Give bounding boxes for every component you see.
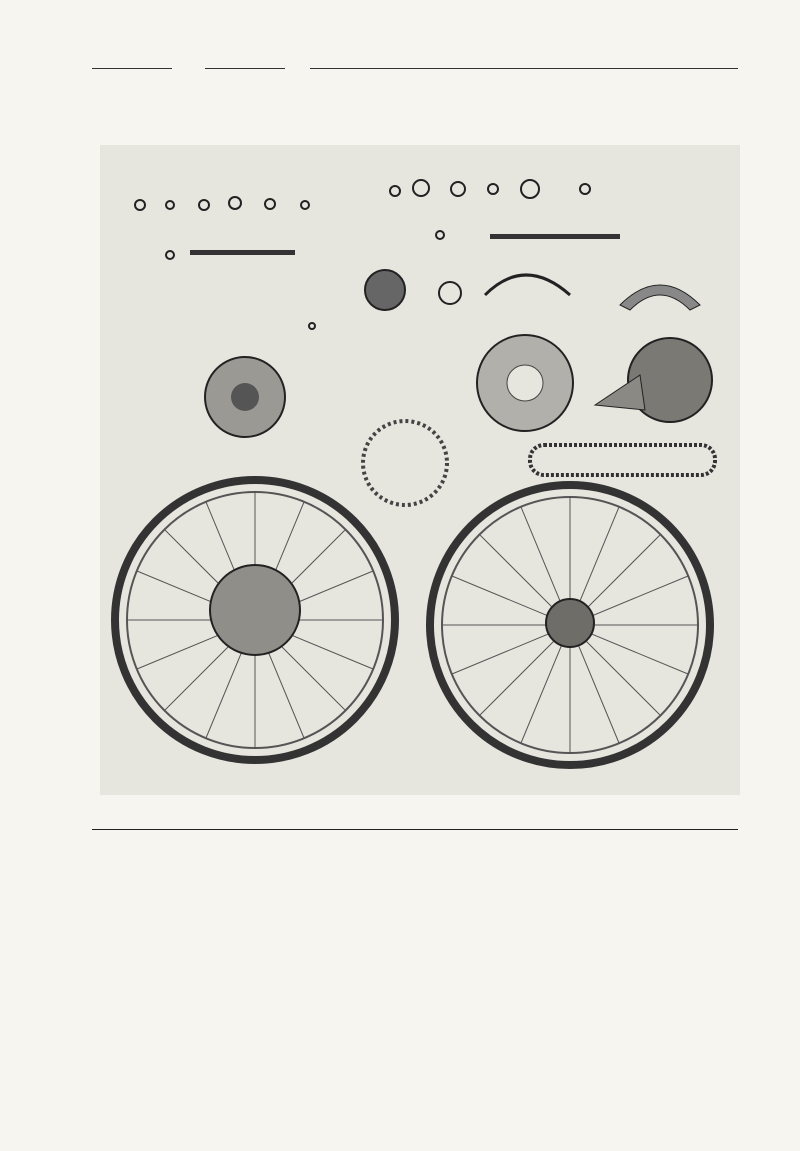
axle-part [190,250,295,255]
photo-background [100,145,740,795]
table-header [0,810,800,830]
header-rule [205,68,285,69]
sprocket-part [365,270,405,310]
parts-illustration [100,145,740,795]
header-rule [92,68,172,69]
brake-drum-hole [507,365,543,401]
table-rule [92,829,738,830]
parts-photo [100,145,740,795]
axle-part [490,234,620,239]
rear-wheel [430,485,710,765]
front-wheel [115,480,395,760]
brake-shield-hub [231,383,259,411]
header-rule [310,68,738,69]
